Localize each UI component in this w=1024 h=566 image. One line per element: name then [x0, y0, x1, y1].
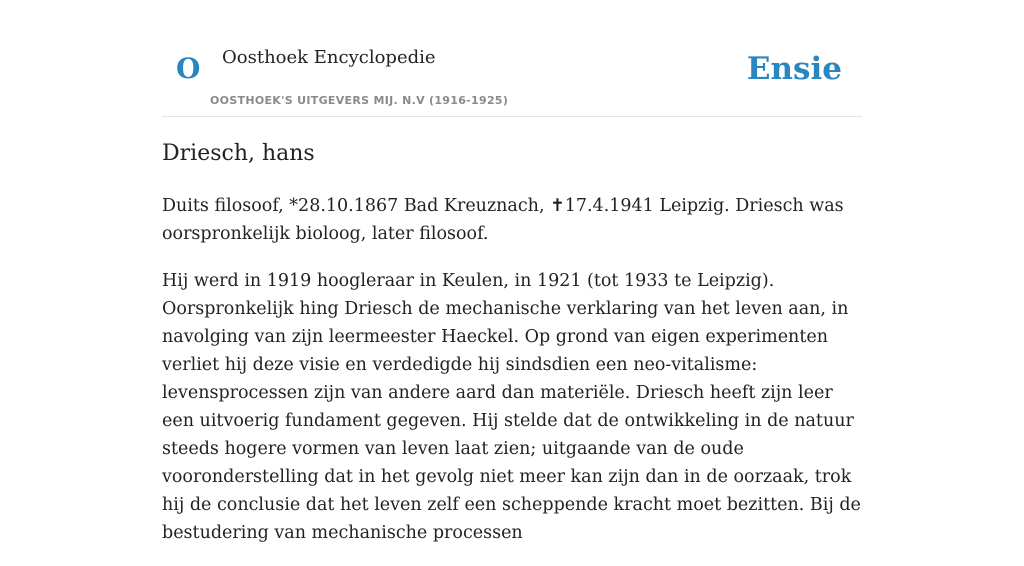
entry-title: Driesch, hans — [162, 141, 315, 166]
publisher-label: OOSTHOEK'S UITGEVERS MIJ. N.V (1916-1925) — [210, 94, 509, 107]
site-header — [162, 0, 862, 117]
logo-icon[interactable]: O — [176, 52, 201, 85]
entry-body — [162, 192, 862, 566]
brand-link[interactable]: Ensie — [746, 51, 842, 87]
entry-paragraph: Hij werd in 1919 hoogleraar in Keulen, in 1921 (tot 1933 te Leipzig). Oorspronkelijk hing Driesch de mechanische verklaring van het leven aan, in navolging van zijn leermeester Haeckel. Op grond van eigen experimenten verliet hij deze visie en verdedigde hij sindsdien een neo-vitalisme: levensprocessen zijn van andere aard dan materiële. Driesch heeft zijn leer een uitvoerig fundament gegeven. Hij stelde dat de ontwikkeling in de natuur steeds hogere vormen van leven laat zien; uitgaande van de oude vooronderstelling dat in het gevolg niet meer kan zijn dan in de oorzaak, trok hij de conclusie dat het leven zelf een scheppende kracht moet bezitten. Bij de bestudering van mechanische processen — [162, 271, 861, 543]
content-container — [162, 0, 862, 543]
entry-paragraph: Duits filosoof, *28.10.1867 Bad Kreuznach, ✝17.4.1941 Leipzig. Driesch was oorspronkelijk bioloog, later filosoof. — [162, 196, 844, 244]
site-title[interactable]: Oosthoek Encyclopedie — [222, 47, 436, 68]
